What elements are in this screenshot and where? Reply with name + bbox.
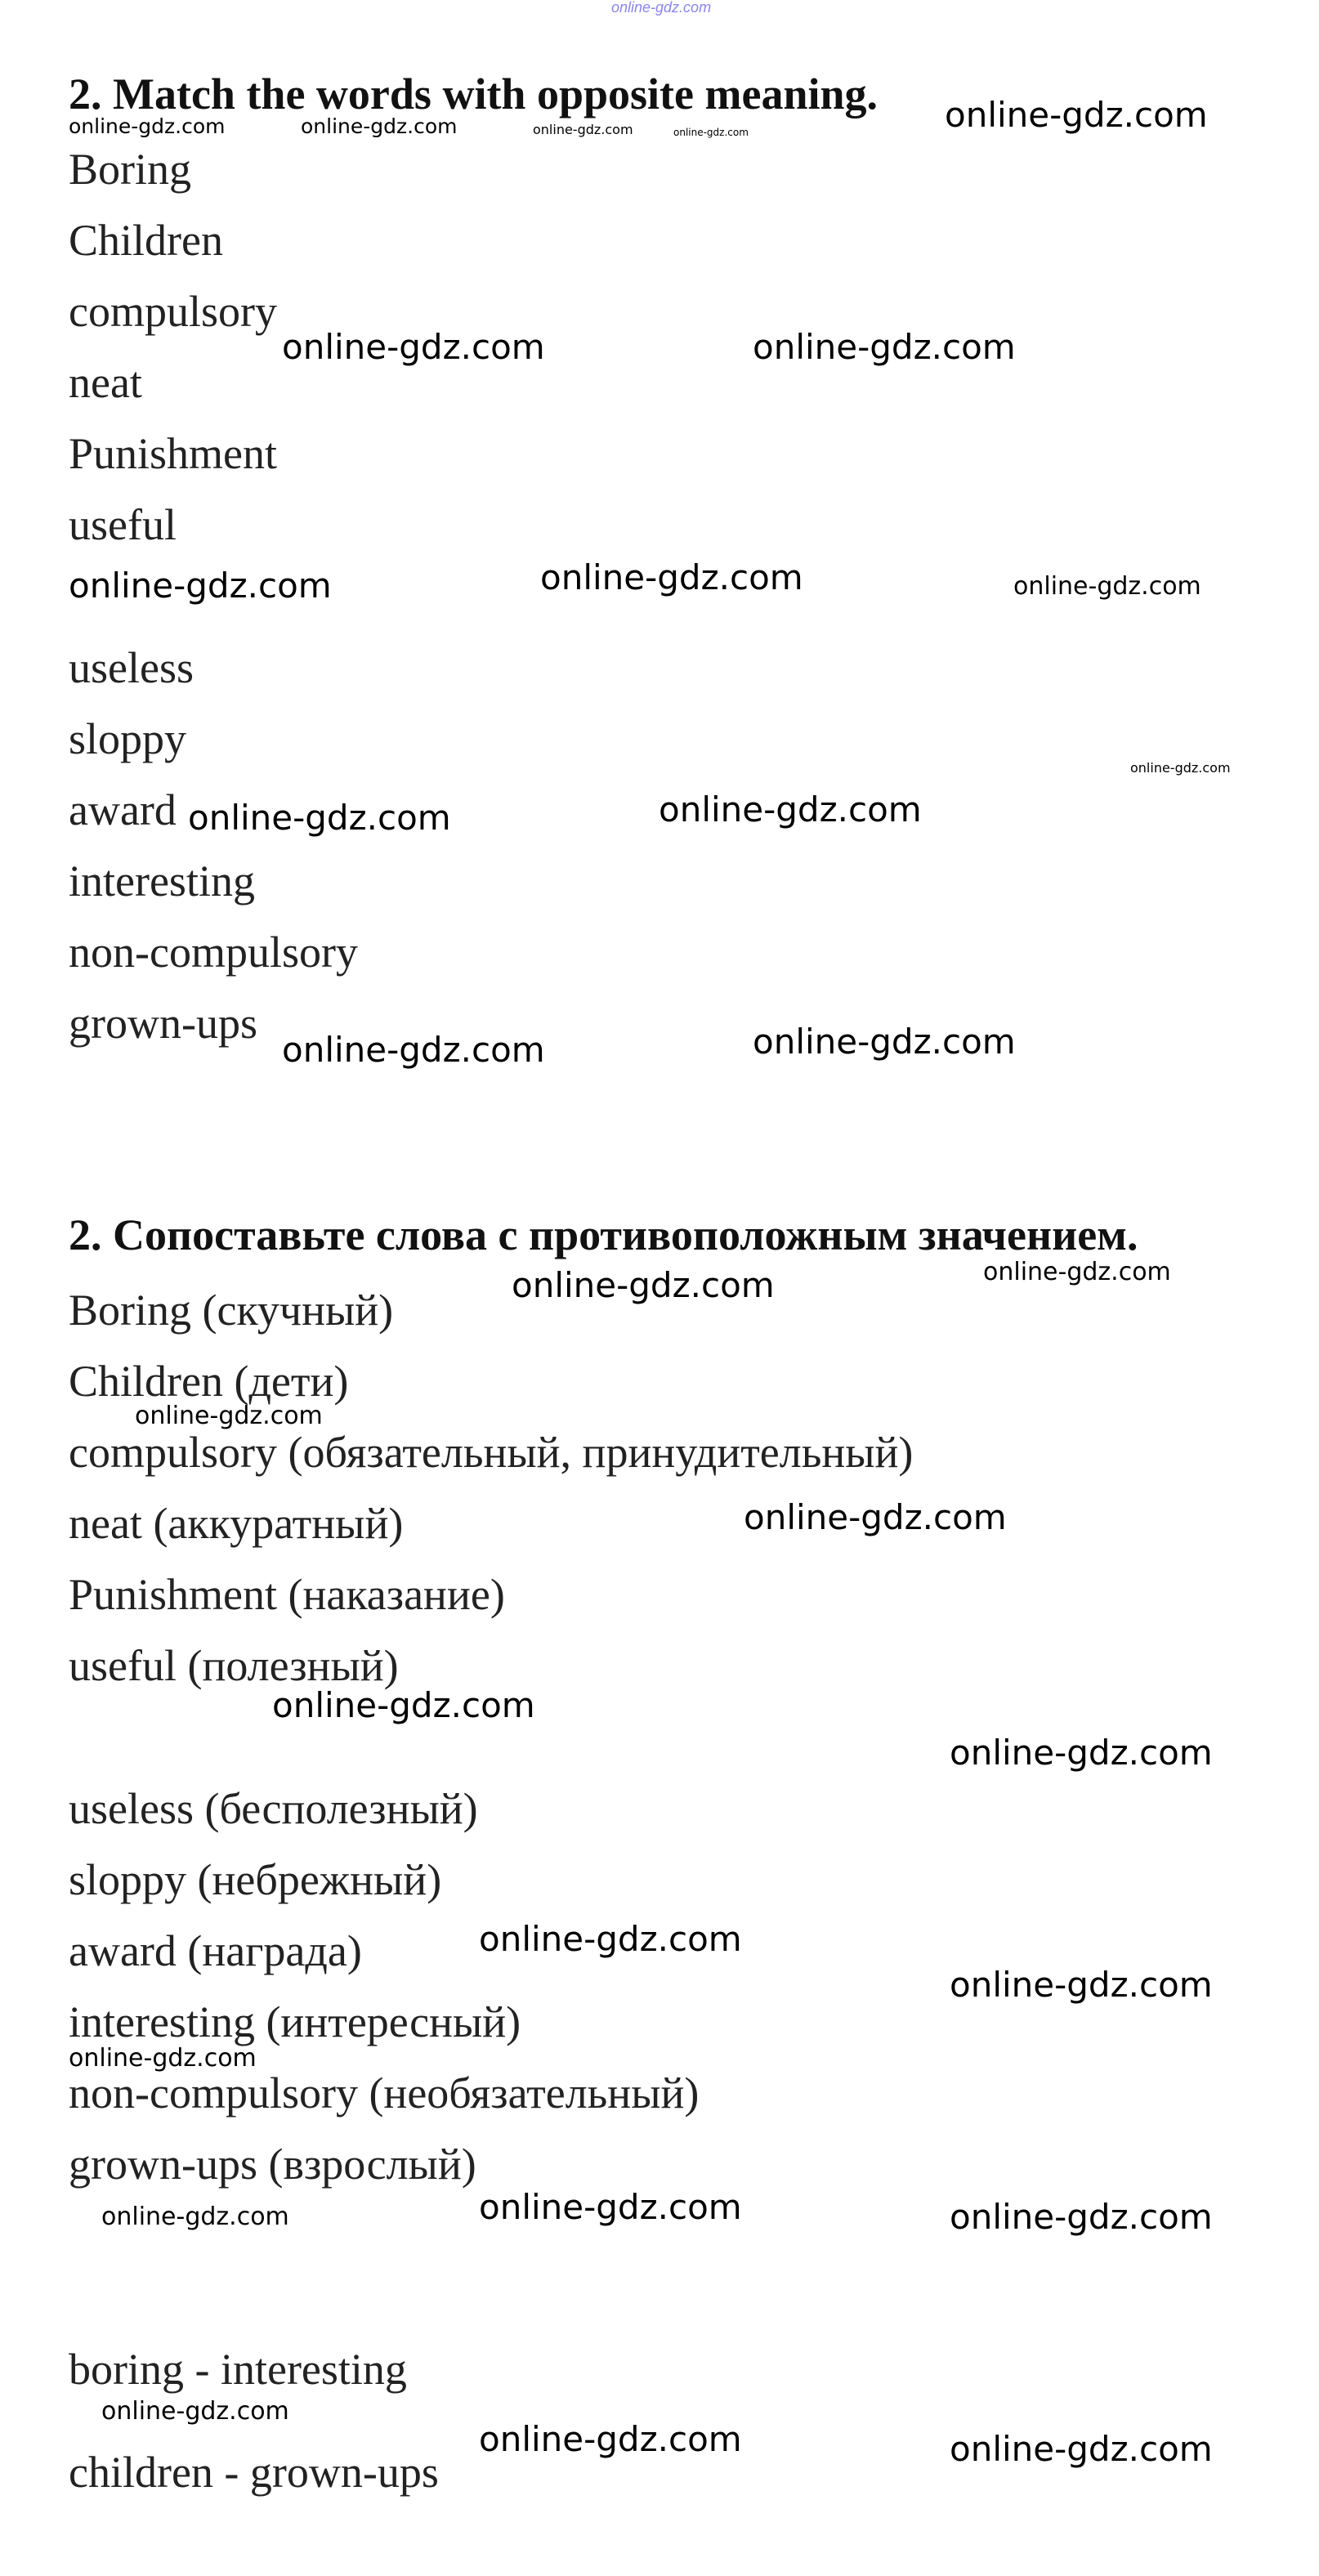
watermark-text: online-gdz.com <box>950 2197 1213 2237</box>
word-ru-useless: useless (бесполезный) <box>69 1784 478 1833</box>
watermark-text: online-gdz.com <box>69 2044 257 2073</box>
word-ru-boring: Boring (скучный) <box>69 1286 394 1335</box>
watermark-text: online-gdz.com <box>950 1733 1213 1773</box>
word-ru-sloppy: sloppy (небрежный) <box>69 1855 442 1904</box>
watermark-text: online-gdz.com <box>479 2187 742 2227</box>
watermark-text: online-gdz.com <box>101 2397 289 2426</box>
word-children: Children <box>69 216 223 265</box>
watermark-text: online-gdz.com <box>673 127 749 138</box>
watermark-text: online-gdz.com <box>282 327 545 367</box>
watermark-text: online-gdz.com <box>950 1965 1213 2005</box>
watermark-text: online-gdz.com <box>950 2429 1213 2469</box>
word-compulsory: compulsory <box>69 287 277 336</box>
word-ru-neat: neat (аккуратный) <box>69 1499 404 1548</box>
watermark-text: online-gdz.com <box>69 114 226 138</box>
answer-pair-1: boring - interesting <box>69 2345 407 2394</box>
word-punishment: Punishment <box>69 429 278 478</box>
watermark-text: online-gdz.com <box>101 2203 289 2231</box>
word-useless: useless <box>69 643 194 692</box>
answer-pair-2: children - grown-ups <box>69 2448 439 2497</box>
watermark-text: online-gdz.com <box>983 1258 1171 1286</box>
word-ru-useful: useful (полезный) <box>69 1641 399 1690</box>
word-non-compulsory: non-compulsory <box>69 928 358 977</box>
word-award: award <box>69 785 177 834</box>
watermark-text: online-gdz.com <box>753 1022 1016 1062</box>
watermark-text: online-gdz.com <box>188 798 451 838</box>
word-interesting: interesting <box>69 856 255 906</box>
watermark-text: online-gdz.com <box>1130 760 1231 776</box>
word-ru-non-compulsory: non-compulsory (необязательный) <box>69 2068 700 2118</box>
word-useful: useful <box>69 500 177 549</box>
word-neat: neat <box>69 358 142 407</box>
word-ru-children: Children (дети) <box>69 1357 349 1406</box>
watermark-text: online-gdz.com <box>272 1685 535 1725</box>
exercise-title-en: 2. Match the words with opposite meaning. <box>69 69 879 119</box>
word-sloppy: sloppy <box>69 714 187 763</box>
watermark-text: online-gdz.com <box>533 122 633 137</box>
word-boring: Boring <box>69 145 192 194</box>
watermark-text: online-gdz.com <box>1013 572 1201 601</box>
watermark-text: online-gdz.com <box>282 1030 545 1070</box>
watermark-text: online-gdz.com <box>512 1265 775 1305</box>
watermark-text: online-gdz.com <box>945 95 1208 135</box>
word-grown-ups: grown-ups <box>69 999 257 1048</box>
watermark-text: online-gdz.com <box>659 789 922 830</box>
watermark-text: online-gdz.com <box>540 557 803 597</box>
watermark-text: online-gdz.com <box>479 2419 742 2459</box>
watermark-text: online-gdz.com <box>744 1497 1007 1537</box>
word-ru-interesting: interesting (интересный) <box>69 1997 521 2046</box>
watermark-text: online-gdz.com <box>69 566 332 606</box>
watermark-text: online-gdz.com <box>135 1402 323 1430</box>
watermark-text: online-gdz.com <box>301 114 458 138</box>
exercise-title-ru: 2. Сопоставьте слова с противоположным значением. <box>69 1210 1138 1259</box>
word-ru-grown-ups: grown-ups (взрослый) <box>69 2140 476 2189</box>
watermark-text: online-gdz.com <box>479 1919 742 1959</box>
word-ru-compulsory: compulsory (обязательный, принудительный) <box>69 1428 914 1477</box>
top-watermark: online-gdz.com <box>611 0 712 16</box>
word-ru-punishment: Punishment (наказание) <box>69 1570 505 1619</box>
watermark-text: online-gdz.com <box>753 327 1016 367</box>
word-ru-award: award (награда) <box>69 1926 362 1975</box>
